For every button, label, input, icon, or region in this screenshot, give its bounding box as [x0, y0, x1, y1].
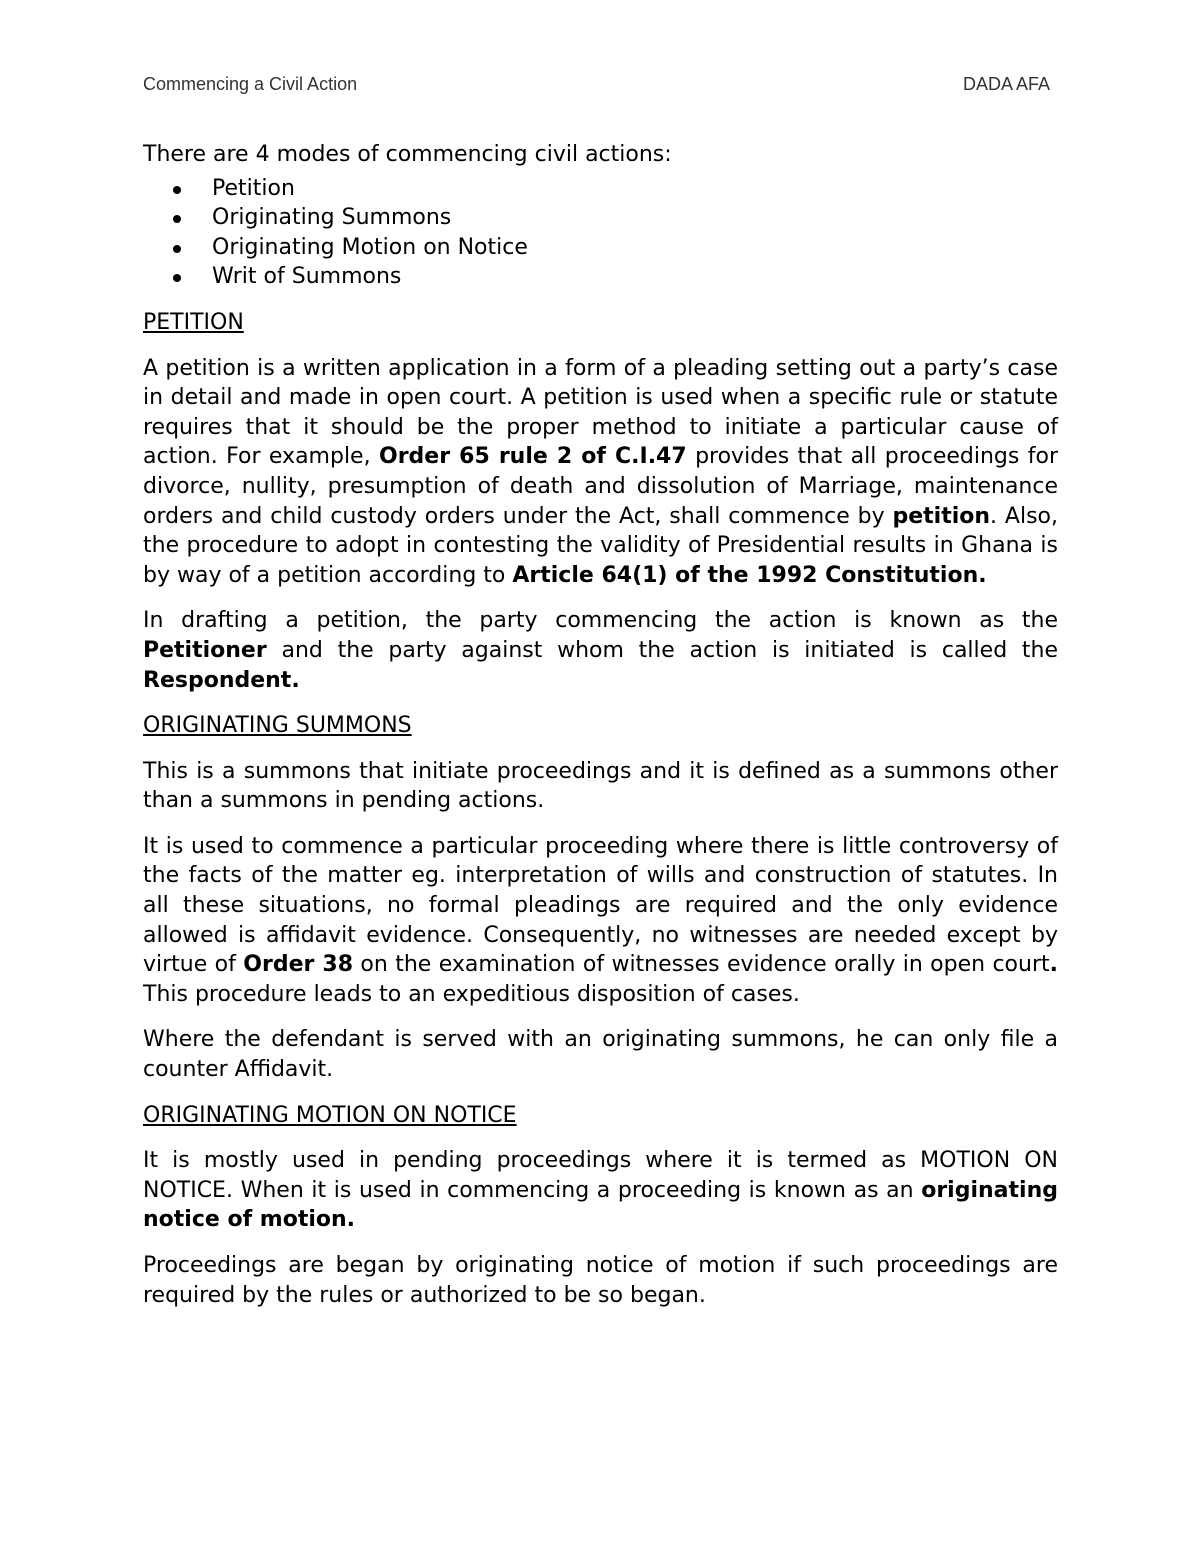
text-run: It is used to commence a particular proceeding where there is little controversy of the facts of the matter eg. interpretation of wills and construction of statutes. In all these situations, no formal pleadings are required and the only evidence allowed is affidavit evidence. Consequently, no witnesses are needed except by virtue of — [143, 833, 1058, 978]
text-run: and the party against whom the action is initiated is called the — [266, 637, 1058, 663]
bullet-icon — [173, 274, 181, 282]
petition-paragraph-1 — [143, 354, 1058, 591]
list-item — [143, 203, 1058, 233]
text-run: provides that all proceedings for divorce, nullity, presumption of death and dissolution of Marriage, maintenance orders and child custody orders under the Act, shall commence by — [143, 444, 1059, 529]
bold-text-run: . — [1049, 952, 1058, 978]
section-heading-originating-motion: ORIGINATING MOTION ON NOTICE — [143, 1102, 517, 1128]
section-heading-originating-summons: ORIGINATING SUMMONS — [143, 713, 412, 739]
bold-text-run: Petitioner — [143, 637, 267, 663]
originating-summons-paragraph-3: Where the defendant is served with an originating summons, he can only file a counter Affidavit. — [143, 1027, 1058, 1083]
header-author: DADA AFA — [962, 74, 1050, 94]
list-item-label: Originating Summons — [212, 205, 452, 231]
bullet-icon — [173, 245, 181, 253]
bold-text-run: Order 38 — [243, 952, 354, 978]
bullet-icon — [173, 186, 181, 194]
originating-motion-paragraph-1 — [143, 1146, 1058, 1235]
text-run: A petition is a written application in a form of a pleading setting out a party’s case in detail and made in open court. A petition is used when a specific rule or statute requires that it should be the proper method to initiate a particular cause of action. For example, — [143, 355, 1058, 470]
bold-text-run: Respondent. — [143, 667, 300, 693]
document-body — [143, 140, 1058, 1326]
bold-text-run: petition — [892, 503, 991, 529]
text-run: . Also, the procedure to adopt in contesting the validity of Presidential results in Ghana is by way of a petition according to — [143, 503, 1058, 588]
modes-list — [143, 174, 1058, 292]
intro-text: There are 4 modes of commencing civil actions: — [143, 142, 672, 167]
text-run: This procedure leads to an expeditious disposition of cases. — [143, 981, 800, 1007]
petition-paragraph-2 — [143, 606, 1058, 695]
bold-text-run: originating notice of motion. — [143, 1177, 1058, 1233]
list-item-label: Petition — [212, 175, 295, 201]
originating-summons-paragraph-2 — [143, 832, 1058, 1010]
list-item — [143, 262, 1058, 292]
originating-motion-paragraph-2: Proceedings are began by originating notice of motion if such proceedings are required by the rules or authorized to be so began. — [143, 1253, 1058, 1308]
list-item-label: Originating Motion on Notice — [212, 234, 528, 260]
originating-summons-paragraph-1: This is a summons that initiate proceedings and it is defined as a summons other than a summons in pending actions. — [143, 758, 1058, 814]
text-run: In drafting a petition, the party commencing the action is known as the — [143, 608, 1058, 634]
header-title: Commencing a Civil Action — [143, 74, 358, 94]
text-run: on the examination of witnesses evidence orally in open court — [353, 952, 1050, 978]
list-item — [143, 174, 1058, 204]
list-item-label: Writ of Summons — [212, 264, 402, 290]
page-header — [143, 74, 1050, 95]
bold-text-run: Order 65 rule 2 of C.I.47 — [379, 444, 687, 470]
text-run: It is mostly used in pending proceedings where it is termed as MOTION ON NOTICE. When it is used in commencing a proceeding is known as an — [143, 1148, 1058, 1203]
list-item — [143, 233, 1058, 263]
bullet-icon — [173, 215, 181, 223]
section-heading-petition: PETITION — [143, 309, 244, 335]
bold-text-run: Article 64(1) of the 1992 Constitution. — [512, 562, 987, 588]
